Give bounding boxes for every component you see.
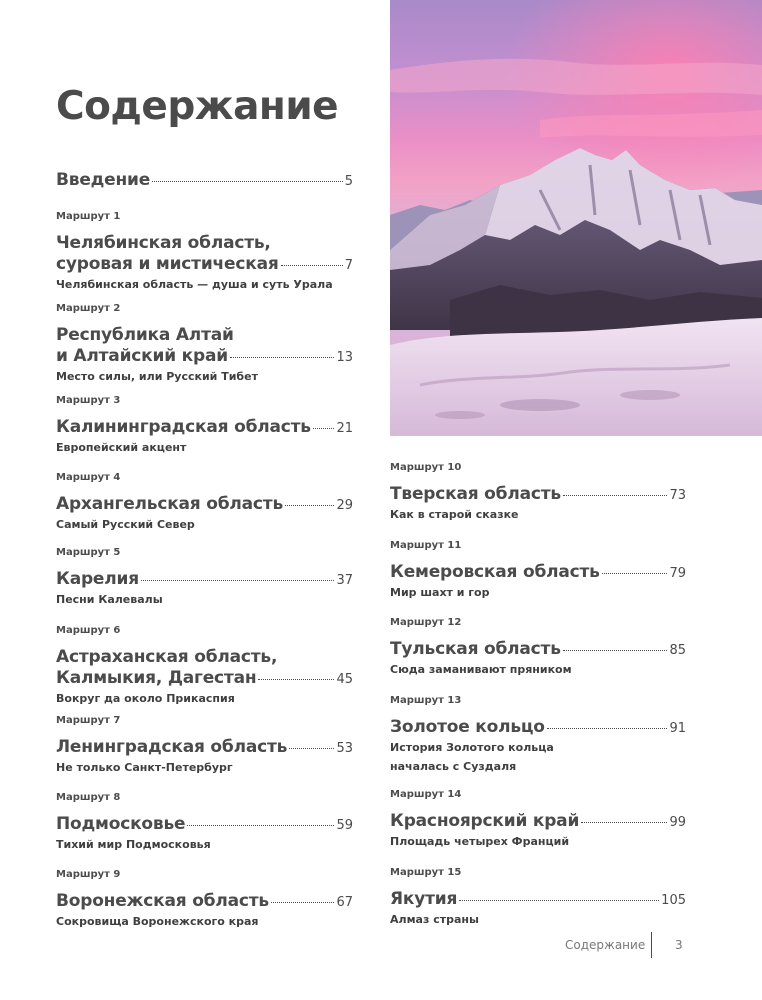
route-subtitle: Тихий мир Подмосковья [56, 838, 211, 851]
dot-leader [547, 728, 668, 729]
toc-page-number: 59 [336, 818, 353, 833]
dot-leader [563, 495, 668, 496]
route-title: Воронежская область [56, 891, 269, 911]
dot-leader [230, 357, 335, 358]
route-title: Калмыкия, Дагестан [56, 668, 257, 688]
toc-route-5[interactable] [56, 546, 353, 609]
toc-page-number: 13 [336, 350, 353, 365]
route-subtitle: Как в старой сказке [390, 508, 519, 521]
route-title: Золотое кольцо [390, 717, 545, 737]
dot-leader [285, 505, 334, 506]
toc-route-9[interactable] [56, 868, 353, 931]
route-title: Красноярский край [390, 811, 580, 831]
footer-section-label: Содержание [565, 938, 646, 952]
route-subtitle: Алмаз страны [390, 913, 479, 926]
route-title: Республика Алтай [56, 325, 234, 345]
dot-leader [141, 580, 335, 581]
route-subtitle: Мир шахт и гор [390, 586, 490, 599]
mountain-photo [390, 0, 762, 436]
toc-page-number: 91 [669, 721, 686, 736]
toc-page-number: 73 [669, 488, 686, 503]
toc-page-number: 105 [661, 893, 686, 908]
toc-page-number: 29 [336, 498, 353, 513]
route-subtitle: Европейский акцент [56, 441, 187, 454]
route-title: Ленинградская область [56, 737, 288, 757]
toc-route-4[interactable] [56, 471, 353, 534]
route-label: Маршрут 6 [56, 625, 121, 636]
toc-page-number: 7 [344, 258, 353, 273]
toc-page-number: 5 [344, 174, 353, 189]
route-subtitle: Не только Санкт-Петербург [56, 761, 233, 774]
route-label: Маршрут 5 [56, 547, 121, 558]
route-subtitle: Самый Русский Север [56, 518, 195, 531]
dot-leader [152, 181, 343, 182]
route-label: Маршрут 10 [390, 462, 462, 473]
toc-route-6[interactable] [56, 624, 353, 708]
dot-leader [563, 650, 668, 651]
dot-leader [187, 825, 334, 826]
toc-page-number: 53 [336, 741, 353, 756]
route-label: Маршрут 8 [56, 792, 121, 803]
toc-route-2[interactable] [56, 302, 353, 386]
dot-leader [459, 900, 659, 901]
footer-divider [651, 932, 652, 958]
dot-leader [581, 822, 667, 823]
toc-route-8[interactable] [56, 791, 353, 854]
route-title: Астраханская область, [56, 647, 278, 667]
dot-leader [602, 573, 668, 574]
route-subtitle: Сюда заманивают пряником [390, 663, 572, 676]
dot-leader [281, 265, 343, 266]
toc-page-number: 21 [336, 421, 353, 436]
route-title: Якутия [390, 889, 458, 909]
toc-route-12[interactable] [390, 616, 686, 679]
toc-route-13[interactable] [390, 694, 686, 776]
route-label: Маршрут 11 [390, 540, 462, 551]
route-title: Калининградская область [56, 417, 311, 437]
route-title: Челябинская область, [56, 233, 271, 253]
route-title: Подмосковье [56, 814, 186, 834]
dot-leader [289, 748, 334, 749]
route-subtitle: История Золотого кольца [390, 741, 554, 754]
route-label: Маршрут 12 [390, 617, 462, 628]
toc-route-15[interactable] [390, 866, 686, 929]
route-title: Кемеровская область [390, 562, 600, 582]
route-label: Маршрут 2 [56, 303, 121, 314]
toc-route-14[interactable] [390, 788, 686, 851]
toc-page-number: 45 [336, 672, 353, 687]
page-title: Содержание [56, 84, 339, 129]
toc-intro-title: Введение [56, 170, 151, 190]
route-label: Маршрут 3 [56, 395, 121, 406]
route-title: Карелия [56, 569, 139, 589]
dot-leader [271, 902, 335, 903]
toc-route-3[interactable] [56, 394, 353, 457]
route-subtitle: Челябинская область — душа и суть Урала [56, 278, 333, 291]
route-subtitle: Сокровища Воронежского края [56, 915, 259, 928]
route-subtitle: Песни Калевалы [56, 593, 163, 606]
route-title: Тульская область [390, 639, 561, 659]
route-label: Маршрут 4 [56, 472, 121, 483]
toc-page-number: 99 [669, 815, 686, 830]
route-label: Маршрут 7 [56, 715, 121, 726]
route-title: суровая и мистическая [56, 254, 279, 274]
route-subtitle: началась с Суздаля [390, 760, 517, 773]
route-label: Маршрут 13 [390, 695, 462, 706]
toc-route-1[interactable] [56, 210, 353, 294]
route-label: Маршрут 9 [56, 869, 121, 880]
toc-route-7[interactable] [56, 714, 353, 777]
toc-page-number: 85 [669, 643, 686, 658]
route-label: Маршрут 1 [56, 211, 121, 222]
dot-leader [258, 679, 334, 680]
route-label: Маршрут 14 [390, 789, 462, 800]
route-title: Архангельская область [56, 494, 283, 514]
toc-route-11[interactable] [390, 539, 686, 602]
route-label: Маршрут 15 [390, 867, 462, 878]
dot-leader [313, 428, 335, 429]
toc-page-number: 67 [336, 895, 353, 910]
footer-page-number: 3 [675, 938, 683, 952]
toc-intro[interactable] [56, 170, 353, 191]
route-subtitle: Вокруг да около Прикаспия [56, 692, 235, 705]
toc-route-10[interactable] [390, 461, 686, 524]
route-subtitle: Место силы, или Русский Тибет [56, 370, 258, 383]
toc-page-number: 37 [336, 573, 353, 588]
route-subtitle: Площадь четырех Франций [390, 835, 570, 848]
toc-page-number: 79 [669, 566, 686, 581]
route-title: и Алтайский край [56, 346, 228, 366]
route-title: Тверская область [390, 484, 561, 504]
